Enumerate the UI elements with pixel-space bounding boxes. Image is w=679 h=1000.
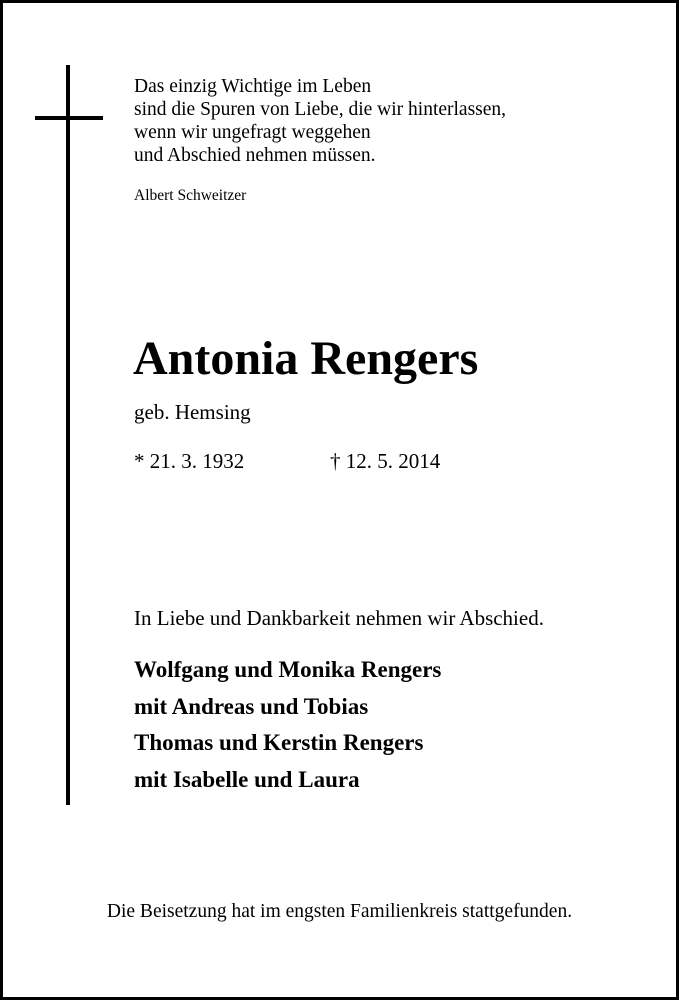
family-line: Thomas und Kerstin Rengers: [134, 730, 424, 755]
quote-line: sind die Spuren von Liebe, die wir hinterlassen,: [134, 99, 507, 120]
family-line: mit Andreas und Tobias: [134, 693, 369, 719]
cross-horizontal-bar: [35, 116, 103, 120]
family-line: mit Isabelle und Laura: [134, 766, 360, 792]
family-list: [134, 652, 441, 798]
quote-line: wenn wir ungefragt weggehen: [134, 122, 371, 143]
quote: [134, 75, 506, 167]
cross-vertical-bar: [66, 65, 70, 805]
burial-note: Die Beisetzung hat im engsten Familienkreis stattgefunden.: [106, 901, 573, 922]
deceased-name: Antonia Rengers: [133, 332, 479, 385]
birth-date: * 21. 3. 1932: [134, 449, 245, 473]
quote-author: Albert Schweitzer: [134, 187, 247, 204]
quote-line: und Abschied nehmen müssen.: [134, 145, 376, 166]
death-date: † 12. 5. 2014: [330, 449, 441, 473]
quote-line: Das einzig Wichtige im Leben: [134, 76, 372, 97]
family-line: Wolfgang und Monika Rengers: [134, 657, 442, 682]
birth-name: geb. Hemsing: [134, 400, 251, 424]
farewell-text: In Liebe und Dankbarkeit nehmen wir Abschied.: [134, 606, 544, 630]
